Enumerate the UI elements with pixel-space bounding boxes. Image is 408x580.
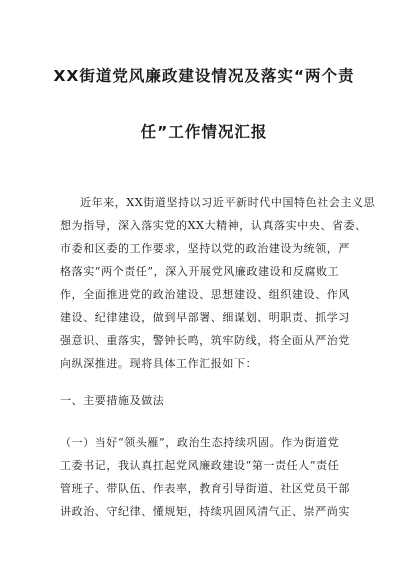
paragraph-line: （一）当好“领头雁”，政治生态持续巩固。作为街道党: [60, 436, 340, 449]
document-title-line-2: 任”工作情况汇报: [140, 123, 268, 141]
intro-line: 强意识、重落实，警钟长鸣，筑牢防线，将全面从严治党: [60, 334, 350, 347]
document-title-line-1: XX街道党风廉政建设情况及落实“两个责: [53, 67, 355, 85]
paragraph-line: 工委书记，我认真扛起党风廉政建设“第一责任人”责任: [60, 459, 340, 472]
intro-line: 格落实“两个责任”，深入开展党风廉政建设和反腐败工: [60, 265, 340, 278]
intro-line: 市委和区委的工作要求，坚持以党的政治建设为统领，严: [60, 242, 350, 255]
intro-line: 向纵深推进。现将具体工作汇报如下：: [60, 357, 258, 370]
intro-line: 建设、纪律建设，做到早部署、细谋划、明职责、抓学习: [60, 311, 350, 324]
paragraph-line: 讲政治、守纪律、懂规矩，持续巩固风清气正、崇严尚实: [60, 505, 350, 518]
intro-line: 想为指导，深入落实党的XX大精神，认真落实中央、省委、: [60, 219, 367, 232]
intro-line: 近年来，XX街道坚持以习近平新时代中国特色社会主义思: [80, 196, 376, 209]
paragraph-line: 管班子、带队伍、作表率，教育引导街道、社区党员干部: [60, 482, 350, 495]
intro-line: 作，全面推进党的政治建设、思想建设、组织建设、作风: [60, 288, 350, 301]
section-heading: 一、主要措施及做法: [60, 394, 165, 407]
